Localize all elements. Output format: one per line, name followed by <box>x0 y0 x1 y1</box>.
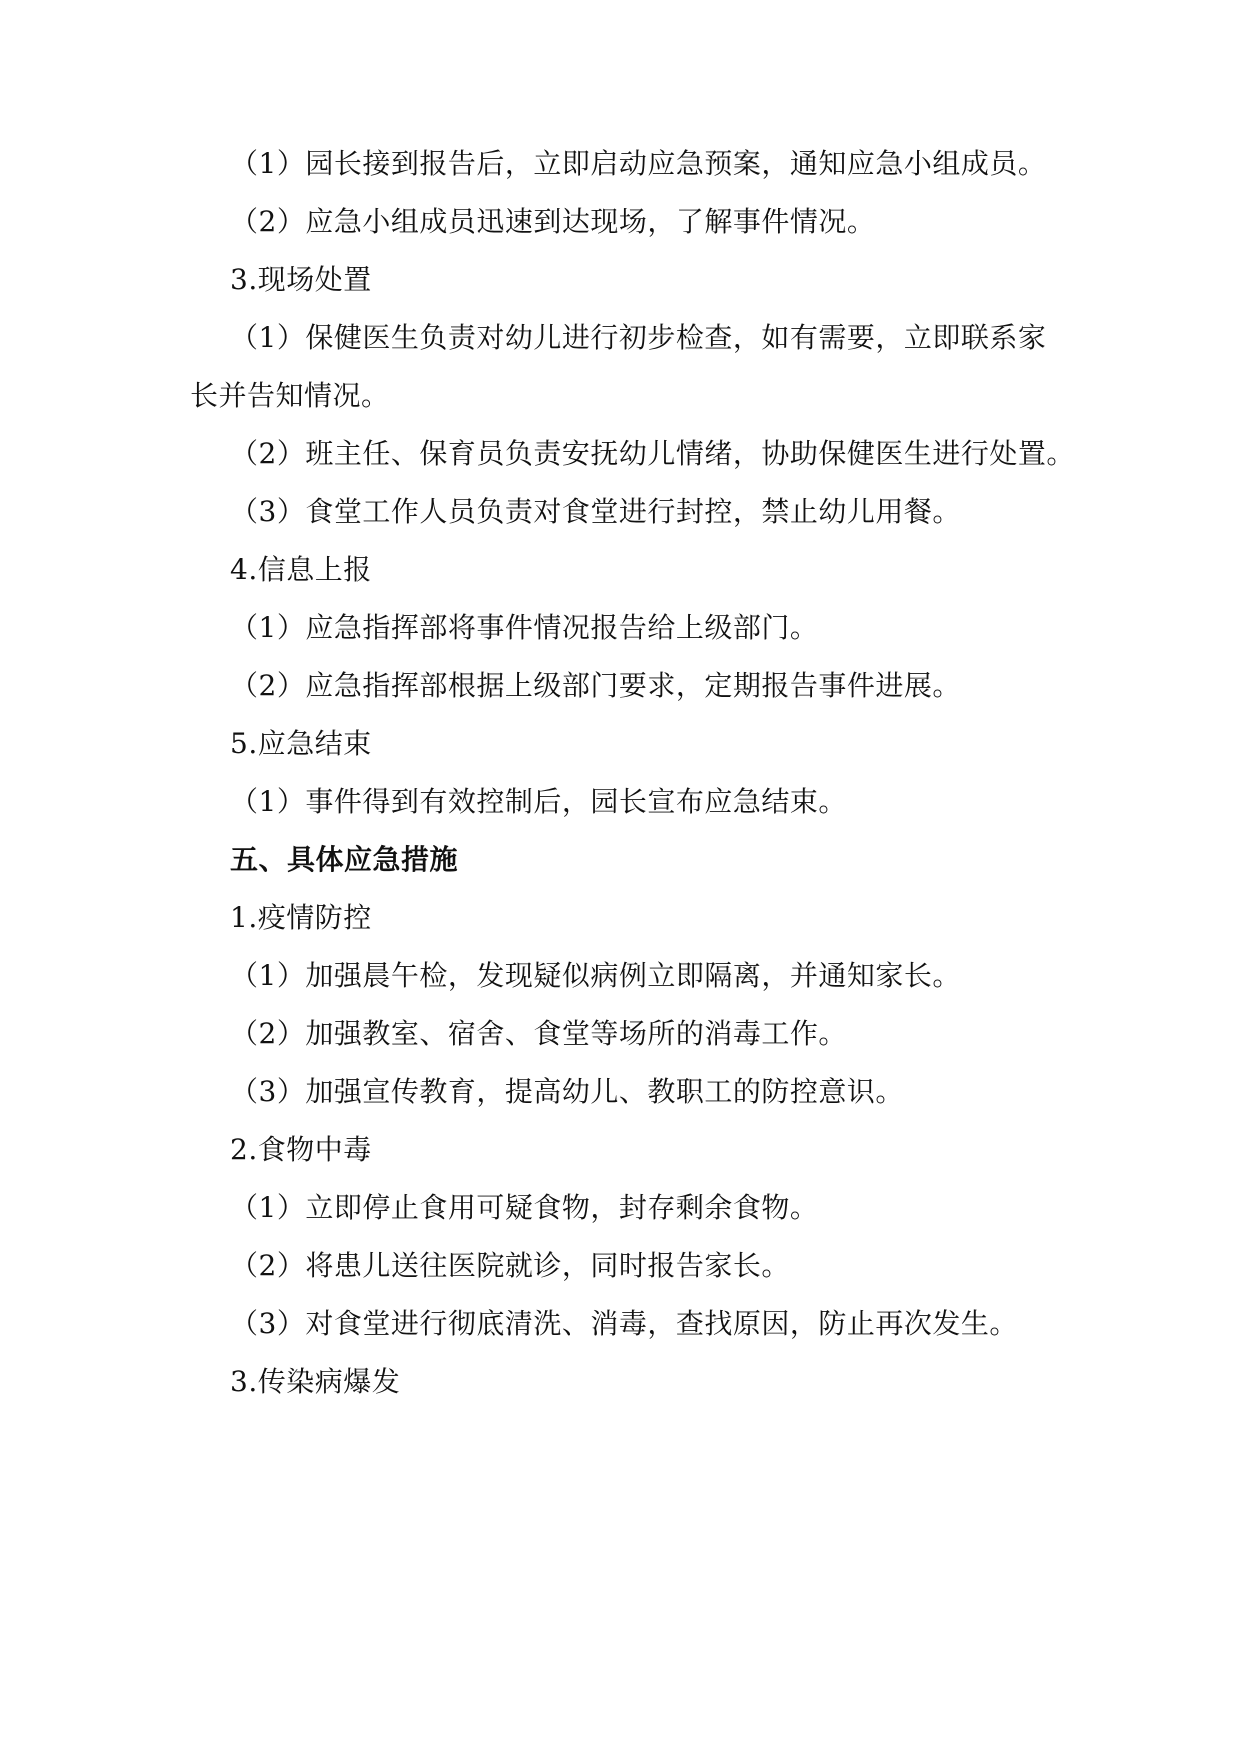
paragraph-line: （1）应急指挥部将事件情况报告给上级部门。 <box>230 611 819 644</box>
section-subheading: 1.疫情防控 <box>230 901 372 934</box>
section-subheading: 3.现场处置 <box>230 263 372 296</box>
paragraph-line: （1）园长接到报告后，立即启动应急预案，通知应急小组成员。 <box>230 147 1047 180</box>
paragraph-line: （3）加强宣传教育，提高幼儿、教职工的防控意识。 <box>230 1075 904 1108</box>
paragraph-line: （1）保健医生负责对幼儿进行初步检查，如有需要，立即联系家 <box>230 321 1047 354</box>
paragraph-line: （1）加强晨午检，发现疑似病例立即隔离，并通知家长。 <box>230 959 961 992</box>
section-subheading: 2.食物中毒 <box>230 1133 372 1166</box>
paragraph-line: （2）将患儿送往医院就诊，同时报告家长。 <box>230 1249 790 1282</box>
section-subheading: 4.信息上报 <box>230 553 372 586</box>
section-subheading: 5.应急结束 <box>230 727 372 760</box>
paragraph-line: （3）食堂工作人员负责对食堂进行封控，禁止幼儿用餐。 <box>230 495 961 528</box>
paragraph-line: （2）班主任、保育员负责安抚幼儿情绪，协助保健医生进行处置。 <box>230 437 1075 470</box>
section-subheading: 3.传染病爆发 <box>230 1365 401 1398</box>
section-heading: 五、具体应急措施 <box>230 843 459 876</box>
paragraph-line: （3）对食堂进行彻底清洗、消毒，查找原因，防止再次发生。 <box>230 1307 1018 1340</box>
paragraph-line: （1）事件得到有效控制后，园长宣布应急结束。 <box>230 785 847 818</box>
paragraph-line: （2）应急指挥部根据上级部门要求，定期报告事件进展。 <box>230 669 961 702</box>
paragraph-line: （1）立即停止食用可疑食物，封存剩余食物。 <box>230 1191 819 1224</box>
paragraph-line: （2）加强教室、宿舍、食堂等场所的消毒工作。 <box>230 1017 847 1050</box>
paragraph-line: 长并告知情况。 <box>190 379 390 412</box>
paragraph-line: （2）应急小组成员迅速到达现场，了解事件情况。 <box>230 205 876 238</box>
